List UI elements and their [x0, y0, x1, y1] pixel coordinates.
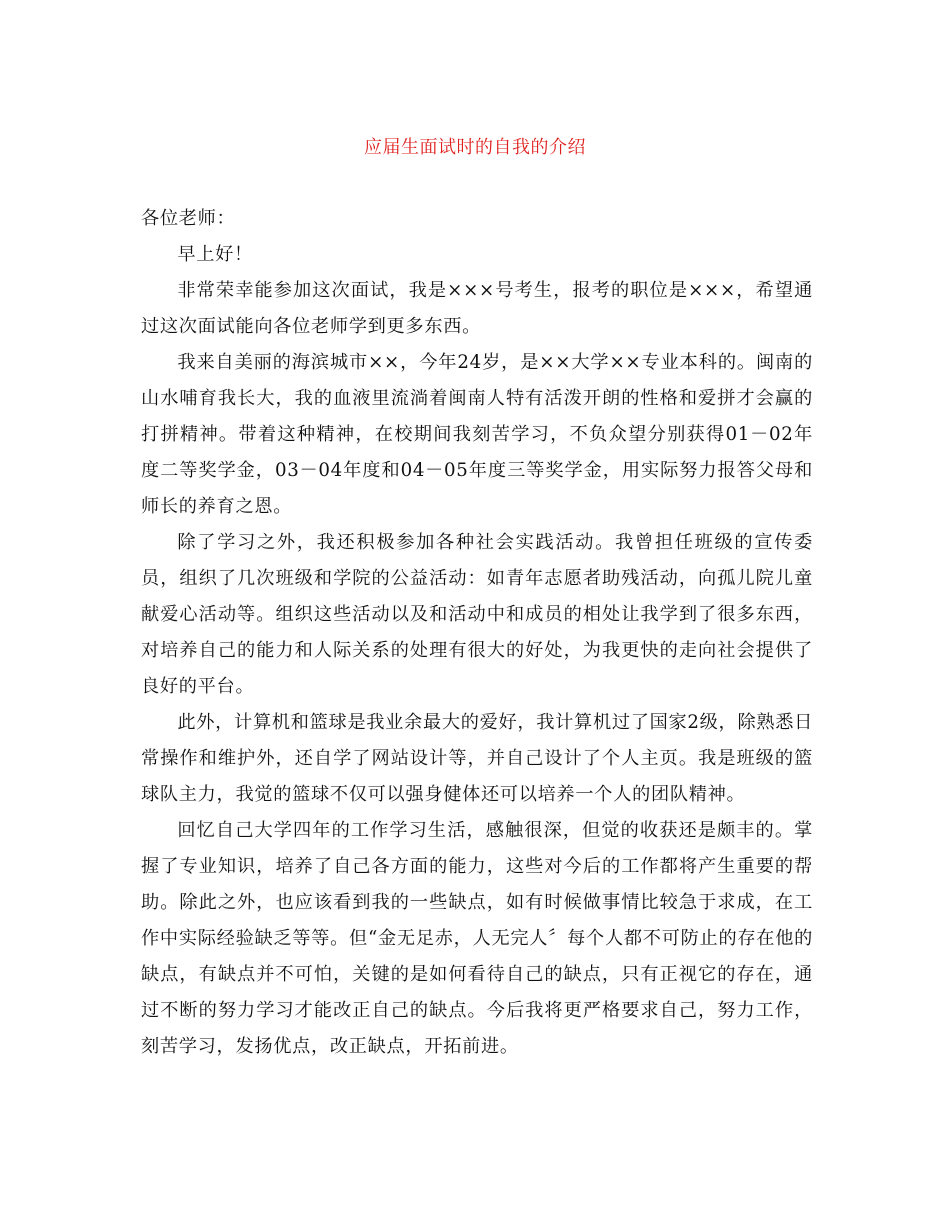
salutation: 各位老师：	[141, 208, 236, 229]
document-body	[141, 201, 813, 1065]
paragraph-background: 我来自美丽的海滨城市××，今年24岁，是××大学××专业本科的。闽南的山水哺育我长大，我的血液里流淌着闽南人特有活泼开朗的性格和爱拼才会赢的打拼精神。带着这种精神，在校期间我刻苦学习，不负众望分别获得01－02年度二等奖学金，03－04年度和04－05年度三等奖学金，用实际努力报答父母和师长的养育之恩。	[141, 352, 813, 517]
document-title: 应届生面试时的自我的介绍	[364, 137, 586, 158]
paragraph-activities: 除了学习之外，我还积极参加各种社会实践活动。我曾担任班级的宣传委员，组织了几次班级和学院的公益活动：如青年志愿者助残活动，向孤儿院儿童献爱心活动等。组织这些活动以及和活动中和成员的相处让我学到了很多东西，对培养自己的能力和人际关系的处理有很大的好处，为我更快的走向社会提供了良好的平台。	[141, 532, 813, 697]
paragraph-reflection: 回忆自己大学四年的工作学习生活，感触很深，但觉的收获还是颇丰的。掌握了专业知识，培养了自己各方面的能力，这些对今后的工作都将产生重要的帮助。除此之外，也应该看到我的一些缺点，如有时候做事情比较急于求成，在工作中实际经验缺乏等等。但“金无足赤，人无完人〞每个人都不可防止的存在他的缺点，有缺点并不可怕，关键的是如何看待自己的缺点，只有正视它的存在，通过不断的努力学习才能改正自己的缺点。今后我将更严格要求自己，努力工作，刻苦学习，发扬优点，改正缺点，开拓前进。	[141, 820, 813, 1057]
paragraph-intro: 非常荣幸能参加这次面试，我是×××号考生，报考的职位是×××，希望通过这次面试能向各位老师学到更多东西。	[141, 280, 813, 337]
paragraph-hobbies: 此外，计算机和篮球是我业余最大的爱好，我计算机过了国家2级，除熟悉日常操作和维护外，还自学了网站设计等，并自己设计了个人主页。我是班级的篮球队主力，我觉的篮球不仅可以强身健体还可以培养一个人的团队精神。	[141, 712, 813, 805]
paragraph-greeting: 早上好！	[177, 244, 253, 265]
